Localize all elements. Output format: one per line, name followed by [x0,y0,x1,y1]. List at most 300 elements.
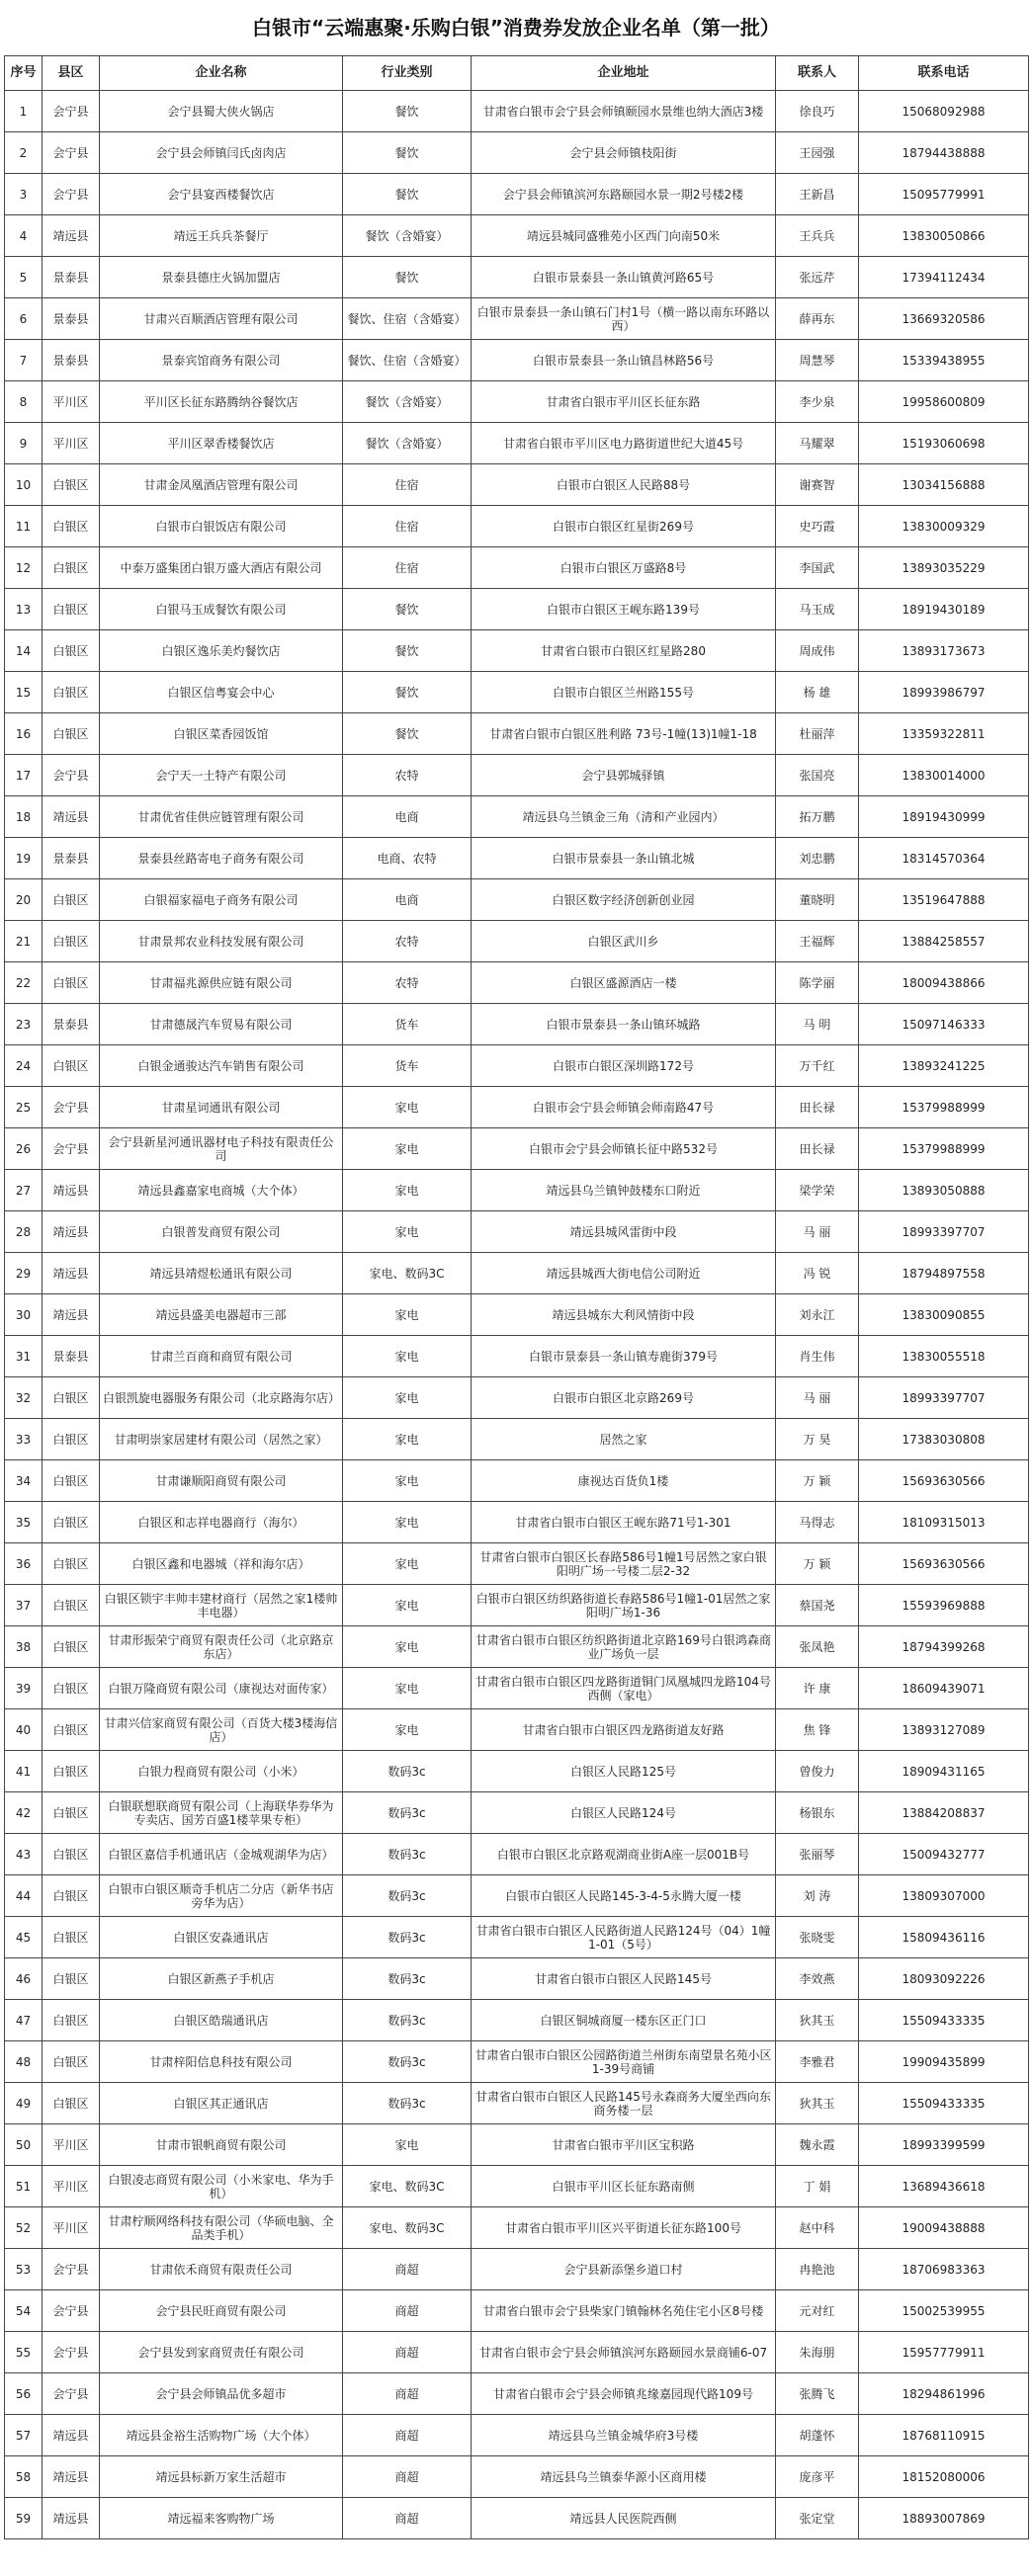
contact-cell: 田长禄 [776,1087,859,1128]
district-cell: 白银区 [43,547,100,589]
address-cell: 白银市平川区长征东路南侧 [472,2166,776,2207]
industry-cell: 家电 [343,2124,472,2166]
address-cell: 白银市白银区北京路269号 [472,1377,776,1419]
index-cell: 39 [5,1668,43,1709]
phone-cell: 13830055518 [859,1336,1029,1377]
address-cell: 甘肃省白银市会宁县会师镇兆缘嘉园现代路109号 [472,2373,776,2415]
table-row [5,713,1029,755]
phone-cell: 15957779911 [859,2332,1029,2373]
industry-cell: 家电、数码3C [343,2166,472,2207]
index-cell: 7 [5,340,43,381]
table-row [5,755,1029,796]
contact-cell: 杜丽萍 [776,713,859,755]
address-cell: 白银市白银区兰州路155号 [472,672,776,713]
industry-cell: 农特 [343,921,472,962]
district-cell: 靖远县 [43,796,100,838]
company-cell: 会宁县会师镇闫氏卤肉店 [100,132,343,174]
contact-cell: 王福辉 [776,921,859,962]
industry-cell: 商超 [343,2456,472,2498]
address-cell: 白银市白银区纺织路街道长春路586号1幢1-01居然之家阳明广场1-36 [472,1585,776,1626]
table-row [5,464,1029,506]
industry-cell: 数码3c [343,1792,472,1834]
address-cell: 甘肃省白银市平川区长征东路 [472,381,776,423]
company-cell: 甘肃福兆源供应链有限公司 [100,962,343,1004]
phone-cell: 15593969888 [859,1585,1029,1626]
address-cell: 甘肃省白银市白银区人民路145号永森商务大厦坐西向东商务楼一层 [472,2083,776,2124]
table-row [5,672,1029,713]
address-cell: 甘肃省白银市平川区宝积路 [472,2124,776,2166]
phone-cell: 15693630566 [859,1543,1029,1585]
industry-cell: 家电 [343,1626,472,1668]
table-row [5,1585,1029,1626]
contact-cell: 杨 雄 [776,672,859,713]
index-cell: 35 [5,1502,43,1543]
index-cell: 46 [5,1958,43,2000]
phone-cell: 15379988999 [859,1087,1029,1128]
district-cell: 白银区 [43,1377,100,1419]
table-row [5,879,1029,921]
company-cell: 白银区和志祥电器商行（海尔） [100,1502,343,1543]
district-cell: 白银区 [43,1958,100,2000]
district-cell: 白银区 [43,921,100,962]
phone-cell: 18706983363 [859,2249,1029,2290]
district-cell: 会宁县 [43,1128,100,1170]
contact-cell: 周成伟 [776,630,859,672]
contact-cell: 万 昊 [776,1419,859,1460]
company-cell: 白银万隆商贸有限公司（康视达对面传家） [100,1668,343,1709]
district-cell: 白银区 [43,464,100,506]
company-cell: 会宁县发到家商贸责任有限公司 [100,2332,343,2373]
industry-cell: 家电、数码3C [343,2207,472,2249]
district-cell: 白银区 [43,1751,100,1792]
address-cell: 白银市会宁县会师镇长征中路532号 [472,1128,776,1170]
industry-cell: 货车 [343,1004,472,1045]
address-cell: 靖远县乌兰镇钟鼓楼东口附近 [472,1170,776,1211]
address-cell: 靖远县乌兰镇金城华府3号楼 [472,2415,776,2456]
district-cell: 白银区 [43,672,100,713]
phone-cell: 18993399599 [859,2124,1029,2166]
phone-cell: 18109315013 [859,1502,1029,1543]
index-cell: 56 [5,2373,43,2415]
phone-cell: 13689436618 [859,2166,1029,2207]
phone-cell: 18919430999 [859,796,1029,838]
index-cell: 23 [5,1004,43,1045]
table-row [5,547,1029,589]
address-cell: 白银区铜城商厦一楼东区正门口 [472,2000,776,2041]
company-cell: 白银区鑫和电器城（祥和海尔店） [100,1543,343,1585]
industry-cell: 商超 [343,2290,472,2332]
address-cell: 白银市景泰县一条山镇寿鹿街379号 [472,1336,776,1377]
contact-cell: 王园强 [776,132,859,174]
industry-cell: 餐饮 [343,713,472,755]
company-cell: 甘肃德晟汽车贸易有限公司 [100,1004,343,1045]
contact-cell: 刘忠鹏 [776,838,859,879]
contact-cell: 万 颖 [776,1543,859,1585]
index-cell: 32 [5,1377,43,1419]
address-cell: 白银市景泰县一条山镇石门村1号（横一路以南东环路以西） [472,298,776,340]
phone-cell: 13884208837 [859,1792,1029,1834]
table-row [5,2124,1029,2166]
district-cell: 靖远县 [43,2456,100,2498]
table-row [5,1170,1029,1211]
index-cell: 54 [5,2290,43,2332]
table-row [5,91,1029,132]
contact-cell: 刘永江 [776,1294,859,1336]
contact-cell: 张定堂 [776,2498,859,2539]
address-cell: 白银市白银区人民路88号 [472,464,776,506]
phone-cell: 18993397707 [859,1377,1029,1419]
contact-cell: 王兵兵 [776,215,859,257]
company-cell: 白银区皓瑞通讯店 [100,2000,343,2041]
column-header-phone: 联系电话 [859,56,1029,91]
index-cell: 45 [5,1917,43,1958]
address-cell: 甘肃省白银市白银区纺织路街道北京路169号白银鸿森商业广场负一层 [472,1626,776,1668]
industry-cell: 家电 [343,1336,472,1377]
company-cell: 会宁县蜀大侠火锅店 [100,91,343,132]
address-cell: 白银市景泰县一条山镇环城路 [472,1004,776,1045]
industry-cell: 商超 [343,2373,472,2415]
index-cell: 10 [5,464,43,506]
industry-cell: 家电 [343,1087,472,1128]
address-cell: 甘肃省白银市平川区兴平街道长征东路100号 [472,2207,776,2249]
table-row [5,1419,1029,1460]
table-row [5,1502,1029,1543]
district-cell: 会宁县 [43,2290,100,2332]
industry-cell: 餐饮 [343,672,472,713]
phone-cell: 18294861996 [859,2373,1029,2415]
address-cell: 甘肃省白银市白银区公园路街道兰州街东南望景名苑小区1-39号商铺 [472,2041,776,2083]
phone-cell: 15097146333 [859,1004,1029,1045]
address-cell: 甘肃省白银市白银区人民路街道人民路124号（04）1幢1-01（5号） [472,1917,776,1958]
company-cell: 白银区其正通讯店 [100,2083,343,2124]
company-cell: 白银区安淼通讯店 [100,1917,343,1958]
index-cell: 8 [5,381,43,423]
industry-cell: 家电 [343,1377,472,1419]
district-cell: 靖远县 [43,1170,100,1211]
address-cell: 甘肃省白银市会宁县柴家门镇翰林名苑住宅小区8号楼 [472,2290,776,2332]
table-row [5,1709,1029,1751]
district-cell: 景泰县 [43,1336,100,1377]
industry-cell: 家电 [343,1128,472,1170]
industry-cell: 餐饮 [343,91,472,132]
table-row [5,215,1029,257]
contact-cell: 冯 锐 [776,1253,859,1294]
district-cell: 白银区 [43,1502,100,1543]
district-cell: 白银区 [43,1626,100,1668]
table-row [5,838,1029,879]
table-row [5,2332,1029,2373]
contact-cell: 马耀翠 [776,423,859,464]
address-cell: 甘肃省白银市平川区电力路街道世纪大道45号 [472,423,776,464]
index-cell: 18 [5,796,43,838]
phone-cell: 17394112434 [859,257,1029,298]
address-cell: 白银区人民路124号 [472,1792,776,1834]
phone-cell: 19009438888 [859,2207,1029,2249]
table-row [5,2041,1029,2083]
contact-cell: 冉艳池 [776,2249,859,2290]
table-row [5,2249,1029,2290]
index-cell: 1 [5,91,43,132]
district-cell: 景泰县 [43,257,100,298]
column-header-district: 县区 [43,56,100,91]
contact-cell: 张远芹 [776,257,859,298]
industry-cell: 电商、农特 [343,838,472,879]
phone-cell: 18794897558 [859,1253,1029,1294]
contact-cell: 李雅君 [776,2041,859,2083]
contact-cell: 狄其玉 [776,2000,859,2041]
company-cell: 甘肃兴百顺酒店管理有限公司 [100,298,343,340]
company-cell: 白银金通骏达汽车销售有限公司 [100,1045,343,1087]
index-cell: 26 [5,1128,43,1170]
industry-cell: 餐饮 [343,174,472,215]
table-row [5,2207,1029,2249]
index-cell: 15 [5,672,43,713]
company-cell: 白银区锁宇丰帅丰建材商行（居然之家1楼帅丰电器） [100,1585,343,1626]
district-cell: 白银区 [43,1460,100,1502]
index-cell: 52 [5,2207,43,2249]
index-cell: 57 [5,2415,43,2456]
contact-cell: 庞彦平 [776,2456,859,2498]
index-cell: 9 [5,423,43,464]
table-row [5,340,1029,381]
industry-cell: 农特 [343,962,472,1004]
index-cell: 38 [5,1626,43,1668]
company-cell: 甘肃兴信家商贸有限公司（百货大楼3楼海信店） [100,1709,343,1751]
company-cell: 甘肃谦顺阳商贸有限公司 [100,1460,343,1502]
index-cell: 51 [5,2166,43,2207]
district-cell: 靖远县 [43,2498,100,2539]
industry-cell: 住宿 [343,547,472,589]
table-row [5,381,1029,423]
phone-cell: 15339438955 [859,340,1029,381]
industry-cell: 数码3c [343,1958,472,2000]
address-cell: 靖远县城西大街电信公司附近 [472,1253,776,1294]
district-cell: 白银区 [43,962,100,1004]
address-cell: 甘肃省白银市白银区长春路586号1幢1号居然之家白银阳明广场一号楼二层2-32 [472,1543,776,1585]
address-cell: 甘肃省白银市白银区四龙路街道友好路 [472,1709,776,1751]
company-cell: 白银区逸乐美灼餐饮店 [100,630,343,672]
industry-cell: 数码3c [343,2000,472,2041]
company-cell: 靖远王兵兵茶餐厅 [100,215,343,257]
contact-cell: 陈学丽 [776,962,859,1004]
table-row [5,132,1029,174]
column-header-contact: 联系人 [776,56,859,91]
industry-cell: 数码3c [343,1751,472,1792]
contact-cell: 丁 娟 [776,2166,859,2207]
table-row [5,506,1029,547]
index-cell: 36 [5,1543,43,1585]
table-row [5,1958,1029,2000]
industry-cell: 家电、数码3C [343,1253,472,1294]
contact-cell: 谢赛智 [776,464,859,506]
company-cell: 会宁县新星河通讯器材电子科技有限责任公司 [100,1128,343,1170]
phone-cell: 13893173673 [859,630,1029,672]
industry-cell: 餐饮 [343,589,472,630]
company-cell: 甘肃景邦农业科技发展有限公司 [100,921,343,962]
phone-cell: 15009432777 [859,1834,1029,1875]
contact-cell: 曾俊力 [776,1751,859,1792]
company-cell: 白银区信粤宴会中心 [100,672,343,713]
column-header-company: 企业名称 [100,56,343,91]
index-cell: 5 [5,257,43,298]
phone-cell: 18768110915 [859,2415,1029,2456]
phone-cell: 19958600809 [859,381,1029,423]
district-cell: 白银区 [43,1917,100,1958]
address-cell: 甘肃省白银市白银区胜利路 73号-1幢(13)1幢1-18 [472,713,776,755]
address-cell: 甘肃省白银市白银区四龙路街道铜门凤凰城四龙路104号西侧（家电） [472,1668,776,1709]
phone-cell: 18909431165 [859,1751,1029,1792]
phone-cell: 18919430189 [859,589,1029,630]
phone-cell: 15809436116 [859,1917,1029,1958]
table-row [5,2415,1029,2456]
company-cell: 白银市白银饭店有限公司 [100,506,343,547]
table-body [5,91,1029,2539]
index-cell: 44 [5,1875,43,1917]
district-cell: 会宁县 [43,2249,100,2290]
phone-cell: 15095779991 [859,174,1029,215]
index-cell: 33 [5,1419,43,1460]
company-cell: 景泰县德庄火锅加盟店 [100,257,343,298]
address-cell: 康视达百货负1楼 [472,1460,776,1502]
phone-cell: 13893127089 [859,1709,1029,1751]
contact-cell: 李效燕 [776,1958,859,2000]
company-cell: 景泰县丝路寄电子商务有限公司 [100,838,343,879]
company-cell: 甘肃柠顺网络科技有限公司（华硕电脑、全品类手机） [100,2207,343,2249]
industry-cell: 电商 [343,796,472,838]
address-cell: 白银市白银区人民路145-3-4-5永腾大厦一楼 [472,1875,776,1917]
industry-cell: 住宿 [343,464,472,506]
table-row [5,962,1029,1004]
table-row [5,2166,1029,2207]
company-cell: 白银福家福电子商务有限公司 [100,879,343,921]
company-cell: 会宁天一土特产有限公司 [100,755,343,796]
address-cell: 会宁县新添堡乡道口村 [472,2249,776,2290]
company-cell: 景泰宾馆商务有限公司 [100,340,343,381]
company-cell: 白银力程商贸有限公司（小米） [100,1751,343,1792]
district-cell: 平川区 [43,381,100,423]
contact-cell: 赵中科 [776,2207,859,2249]
index-cell: 17 [5,755,43,796]
district-cell: 白银区 [43,589,100,630]
company-cell: 甘肃优省佳供应链管理有限公司 [100,796,343,838]
district-cell: 会宁县 [43,91,100,132]
address-cell: 甘肃省白银市会宁县会师镇滨河东路颐园水景商铺6-07 [472,2332,776,2373]
address-cell: 白银市白银区万盛路8号 [472,547,776,589]
table-row [5,589,1029,630]
phone-cell: 15693630566 [859,1460,1029,1502]
index-cell: 43 [5,1834,43,1875]
contact-cell: 胡蓬怀 [776,2415,859,2456]
industry-cell: 家电 [343,1668,472,1709]
address-cell: 白银市白银区王岘东路139号 [472,589,776,630]
contact-cell: 蔡国尧 [776,1585,859,1626]
table-row [5,1917,1029,1958]
index-cell: 4 [5,215,43,257]
address-cell: 白银市白银区深圳路172号 [472,1045,776,1087]
address-cell: 靖远县乌兰镇泰华源小区商用楼 [472,2456,776,2498]
contact-cell: 马玉成 [776,589,859,630]
table-row [5,1792,1029,1834]
company-cell: 白银区嘉信手机通讯店（金城观湖华为店） [100,1834,343,1875]
contact-cell: 李国武 [776,547,859,589]
index-cell: 34 [5,1460,43,1502]
district-cell: 靖远县 [43,1211,100,1253]
index-cell: 41 [5,1751,43,1792]
district-cell: 靖远县 [43,215,100,257]
company-cell: 白银联想联商贸有限公司（上海联华券华为专卖店、国芳百盛1楼苹果专柜） [100,1792,343,1834]
industry-cell: 家电 [343,1419,472,1460]
industry-cell: 住宿 [343,506,472,547]
industry-cell: 餐饮（含婚宴） [343,423,472,464]
contact-cell: 朱海朋 [776,2332,859,2373]
industry-cell: 数码3c [343,1917,472,1958]
table-row [5,423,1029,464]
address-cell: 靖远县城同盛雅苑小区西门向南50米 [472,215,776,257]
company-cell: 靖远福来客购物广场 [100,2498,343,2539]
district-cell: 会宁县 [43,2373,100,2415]
contact-cell: 许 康 [776,1668,859,1709]
contact-cell: 狄其玉 [776,2083,859,2124]
table-header-row [5,56,1029,91]
table-row [5,1875,1029,1917]
phone-cell: 18609439071 [859,1668,1029,1709]
district-cell: 平川区 [43,2207,100,2249]
district-cell: 靖远县 [43,1253,100,1294]
index-cell: 11 [5,506,43,547]
phone-cell: 15193060698 [859,423,1029,464]
table-row [5,1751,1029,1792]
phone-cell: 13884258557 [859,921,1029,962]
address-cell: 靖远县人民医院西侧 [472,2498,776,2539]
company-cell: 甘肃明崇家居建材有限公司（居然之家） [100,1419,343,1460]
company-cell: 靖远县金裕生活购物广场（大个体） [100,2415,343,2456]
contact-cell: 杨银东 [776,1792,859,1834]
phone-cell: 13034156888 [859,464,1029,506]
contact-cell: 拓万鹏 [776,796,859,838]
industry-cell: 家电 [343,1211,472,1253]
table-row [5,1211,1029,1253]
table-row [5,1294,1029,1336]
company-cell: 平川区翠香楼餐饮店 [100,423,343,464]
table-row [5,298,1029,340]
industry-cell: 农特 [343,755,472,796]
table-row [5,2083,1029,2124]
index-cell: 3 [5,174,43,215]
index-cell: 16 [5,713,43,755]
company-cell: 会宁县民旺商贸有限公司 [100,2290,343,2332]
index-cell: 31 [5,1336,43,1377]
phone-cell: 13809307000 [859,1875,1029,1917]
table-row [5,174,1029,215]
index-cell: 49 [5,2083,43,2124]
industry-cell: 餐饮 [343,630,472,672]
phone-cell: 18794399268 [859,1626,1029,1668]
index-cell: 20 [5,879,43,921]
phone-cell: 18314570364 [859,838,1029,879]
industry-cell: 电商 [343,879,472,921]
industry-cell: 数码3c [343,2083,472,2124]
address-cell: 居然之家 [472,1419,776,1460]
address-cell: 白银市景泰县一条山镇黄河路65号 [472,257,776,298]
industry-cell: 货车 [343,1045,472,1087]
company-cell: 甘肃形振荣宁商贸有限责任公司（北京路京东店） [100,1626,343,1668]
district-cell: 会宁县 [43,174,100,215]
address-cell: 靖远县城风雷街中段 [472,1211,776,1253]
industry-cell: 数码3c [343,1834,472,1875]
district-cell: 景泰县 [43,1004,100,1045]
index-cell: 25 [5,1087,43,1128]
address-cell: 白银市会宁县会师镇会师南路47号 [472,1087,776,1128]
